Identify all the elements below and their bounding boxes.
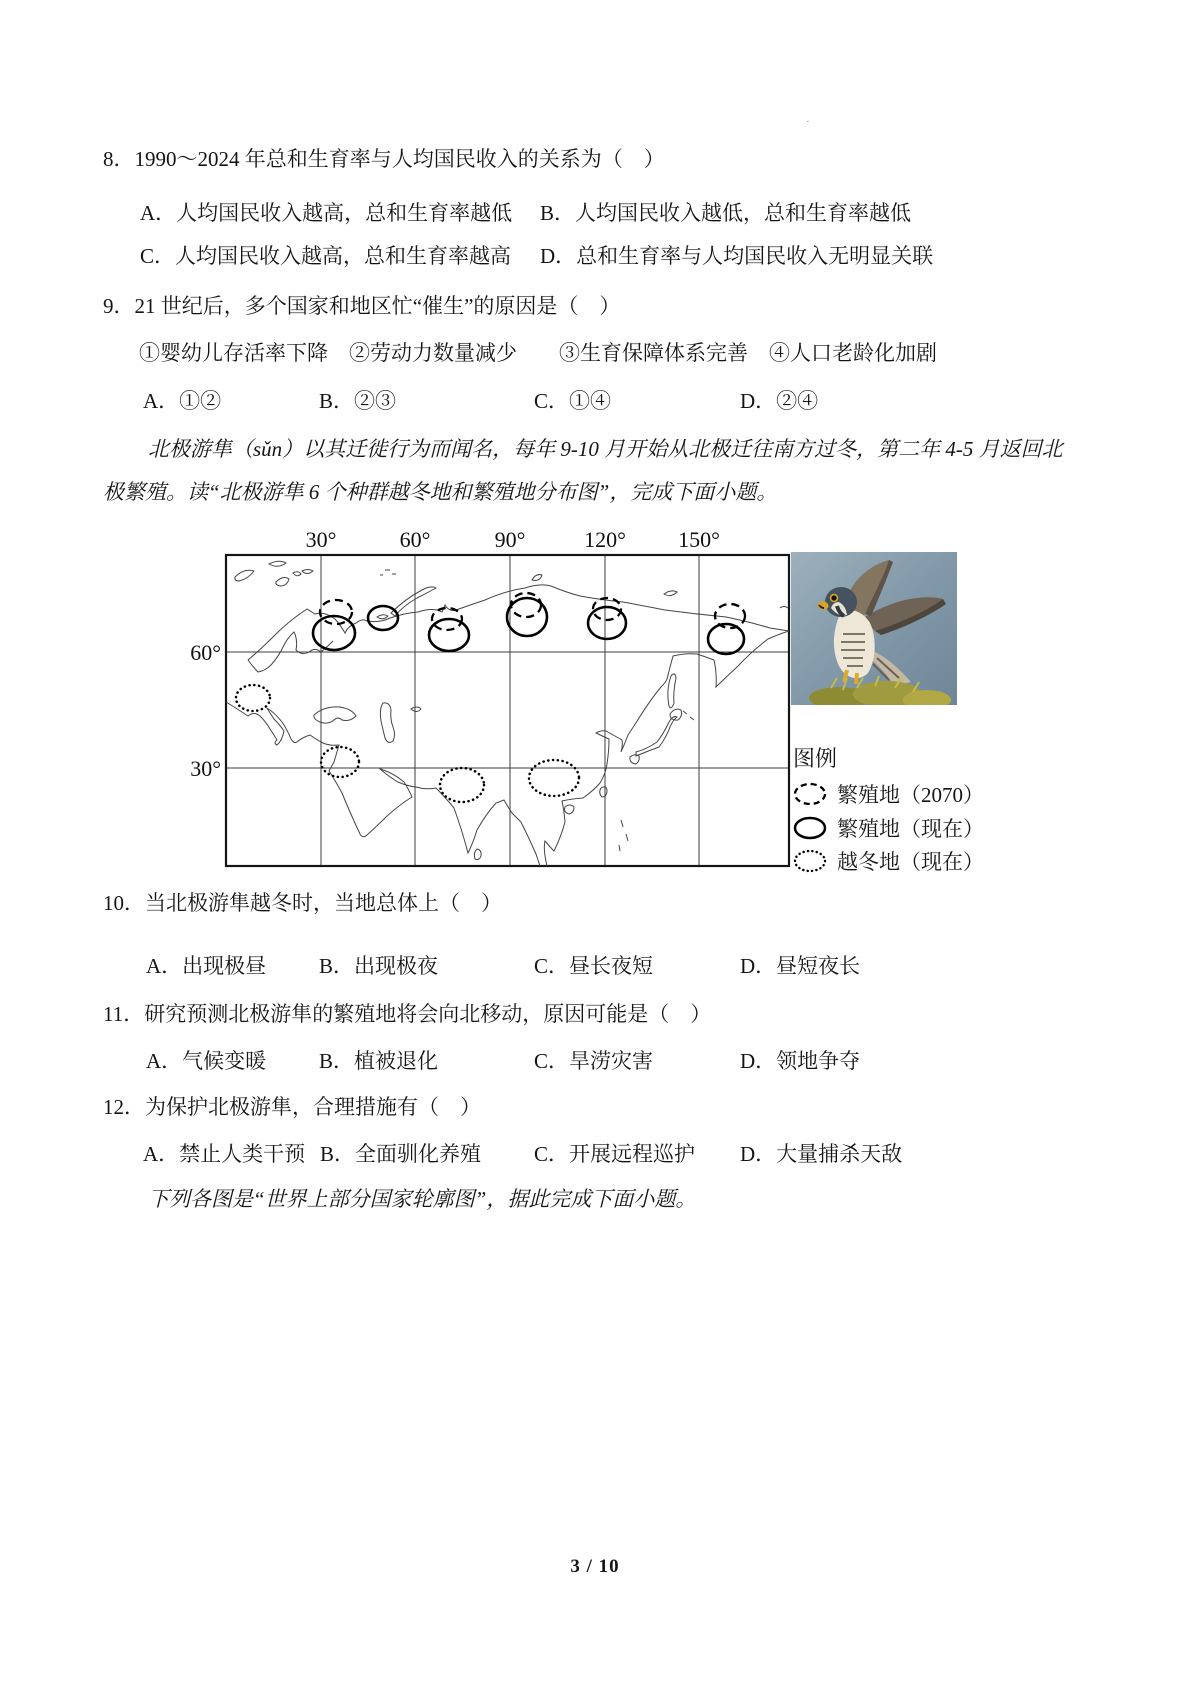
question-9-option-d: D．②④: [740, 389, 819, 413]
lon-label-90: 90°: [494, 527, 526, 552]
breeding-current-circles: [313, 598, 744, 654]
lat-label-30: 30°: [190, 756, 221, 781]
question-9-option-a: A．①②: [143, 389, 222, 413]
question-8-option-a: A．人均国民收入越高，总和生育率越低: [140, 201, 513, 225]
question-10-option-b: B．出现极夜: [319, 954, 439, 978]
map-longitude-labels: [306, 527, 720, 552]
legend-item-breeding-now: [791, 813, 984, 843]
lon-label-120: 120°: [584, 527, 626, 552]
question-9-option-c: C．①④: [534, 389, 612, 413]
question-10-option-d: D．昼短夜长: [740, 954, 861, 978]
page-number: 3 / 10: [570, 1556, 620, 1577]
falcon-photo: [791, 552, 957, 705]
map-coastline: [226, 561, 789, 866]
question-8-option-d: D．总和生育率与人均国民收入无明显关联: [540, 244, 934, 268]
question-11-text: 研究预测北极游隼的繁殖地将会向北移动，原因可能是（ ）: [144, 1002, 712, 1026]
question-9-text: 21 世纪后，多个国家和地区忙“催生”的原因是（ ）: [134, 294, 621, 318]
question-10-option-c: C．昼长夜短: [534, 954, 654, 978]
stray-mark: ·: [806, 116, 810, 128]
passage-line-1: 北极游隼（sǔn）以其迁徙行为而闻名，每年 9-10 月开始从北极迁往南方过冬，第二年 4-5 月返回北: [148, 437, 1063, 461]
question-12-number: 12．: [103, 1095, 145, 1119]
distribution-map: [190, 500, 810, 880]
passage-2-text: 下列各图是“世界上部分国家轮廓图”，据此完成下面小题。: [148, 1187, 697, 1211]
question-12-option-b: B．全面驯化养殖: [320, 1142, 482, 1166]
passage-line-2: 极繁殖。读“北极游隼 6 个种群越冬地和繁殖地分布图”，完成下面小题。: [103, 480, 778, 504]
map-legend-title: 图例: [793, 746, 838, 771]
question-11-option-c: C．旱涝灾害: [534, 1049, 654, 1073]
map-frame: [226, 555, 789, 866]
question-12-stem: [103, 1094, 481, 1121]
question-12-text: 为保护北极游隼，合理措施有（ ）: [145, 1095, 481, 1119]
question-10-text: 当北极游隼越冬时，当地总体上（ ）: [145, 891, 502, 915]
question-8-option-b: B．人均国民收入越低，总和生育率越低: [540, 201, 912, 225]
question-12-option-c: C．开展远程巡护: [534, 1142, 696, 1166]
question-10-stem: [103, 890, 502, 917]
legend-label-breeding-2070: 繁殖地（2070）: [837, 783, 984, 807]
question-9-stem: [103, 293, 620, 320]
question-8-text: 1990～2024 年总和生育率与人均国民收入的关系为（ ）: [134, 147, 665, 171]
question-9-items: ①婴幼儿存活率下降 ②劳动力数量减少 ③生育保障体系完善 ④人口老龄化加剧: [139, 341, 937, 365]
legend-item-wintering-now: [791, 846, 984, 876]
lon-label-60: 60°: [399, 527, 431, 552]
falcon-photo-svg: [791, 552, 957, 705]
question-8-option-c: C．人均国民收入越高，总和生育率越高: [140, 244, 512, 268]
question-11-option-d: D．领地争夺: [740, 1049, 861, 1073]
legend-solid-ellipse-icon: [791, 815, 829, 841]
wintering-current-circles: [236, 685, 579, 802]
question-8-stem: [103, 146, 665, 173]
question-12-option-a: A．禁止人类干预: [143, 1142, 306, 1166]
legend-item-breeding-2070: [791, 779, 984, 809]
legend-label-breeding-now: 繁殖地（现在）: [837, 817, 984, 841]
question-9-option-b: B．②③: [319, 389, 397, 413]
question-11-stem: [103, 1001, 711, 1028]
lon-label-150: 150°: [678, 527, 720, 552]
legend-dashed-ellipse-icon: [791, 781, 829, 807]
question-10-number: 10．: [103, 891, 145, 915]
lat-label-60: 60°: [190, 640, 221, 665]
question-11-number: 11．: [103, 1002, 145, 1026]
legend-dotted-ellipse-icon: [791, 848, 829, 874]
question-11-option-b: B．植被退化: [319, 1049, 439, 1073]
lon-label-30: 30°: [305, 527, 337, 552]
question-12-option-d: D．大量捕杀天敌: [740, 1142, 903, 1166]
question-9-number: 9．: [103, 294, 135, 318]
question-10-option-a: A．出现极昼: [146, 954, 267, 978]
map-grid: [226, 555, 789, 866]
question-8-number: 8．: [103, 147, 135, 171]
question-11-option-a: A．气候变暖: [146, 1049, 267, 1073]
distribution-map-svg: [190, 500, 810, 880]
legend-label-wintering-now: 越冬地（现在）: [837, 850, 984, 874]
